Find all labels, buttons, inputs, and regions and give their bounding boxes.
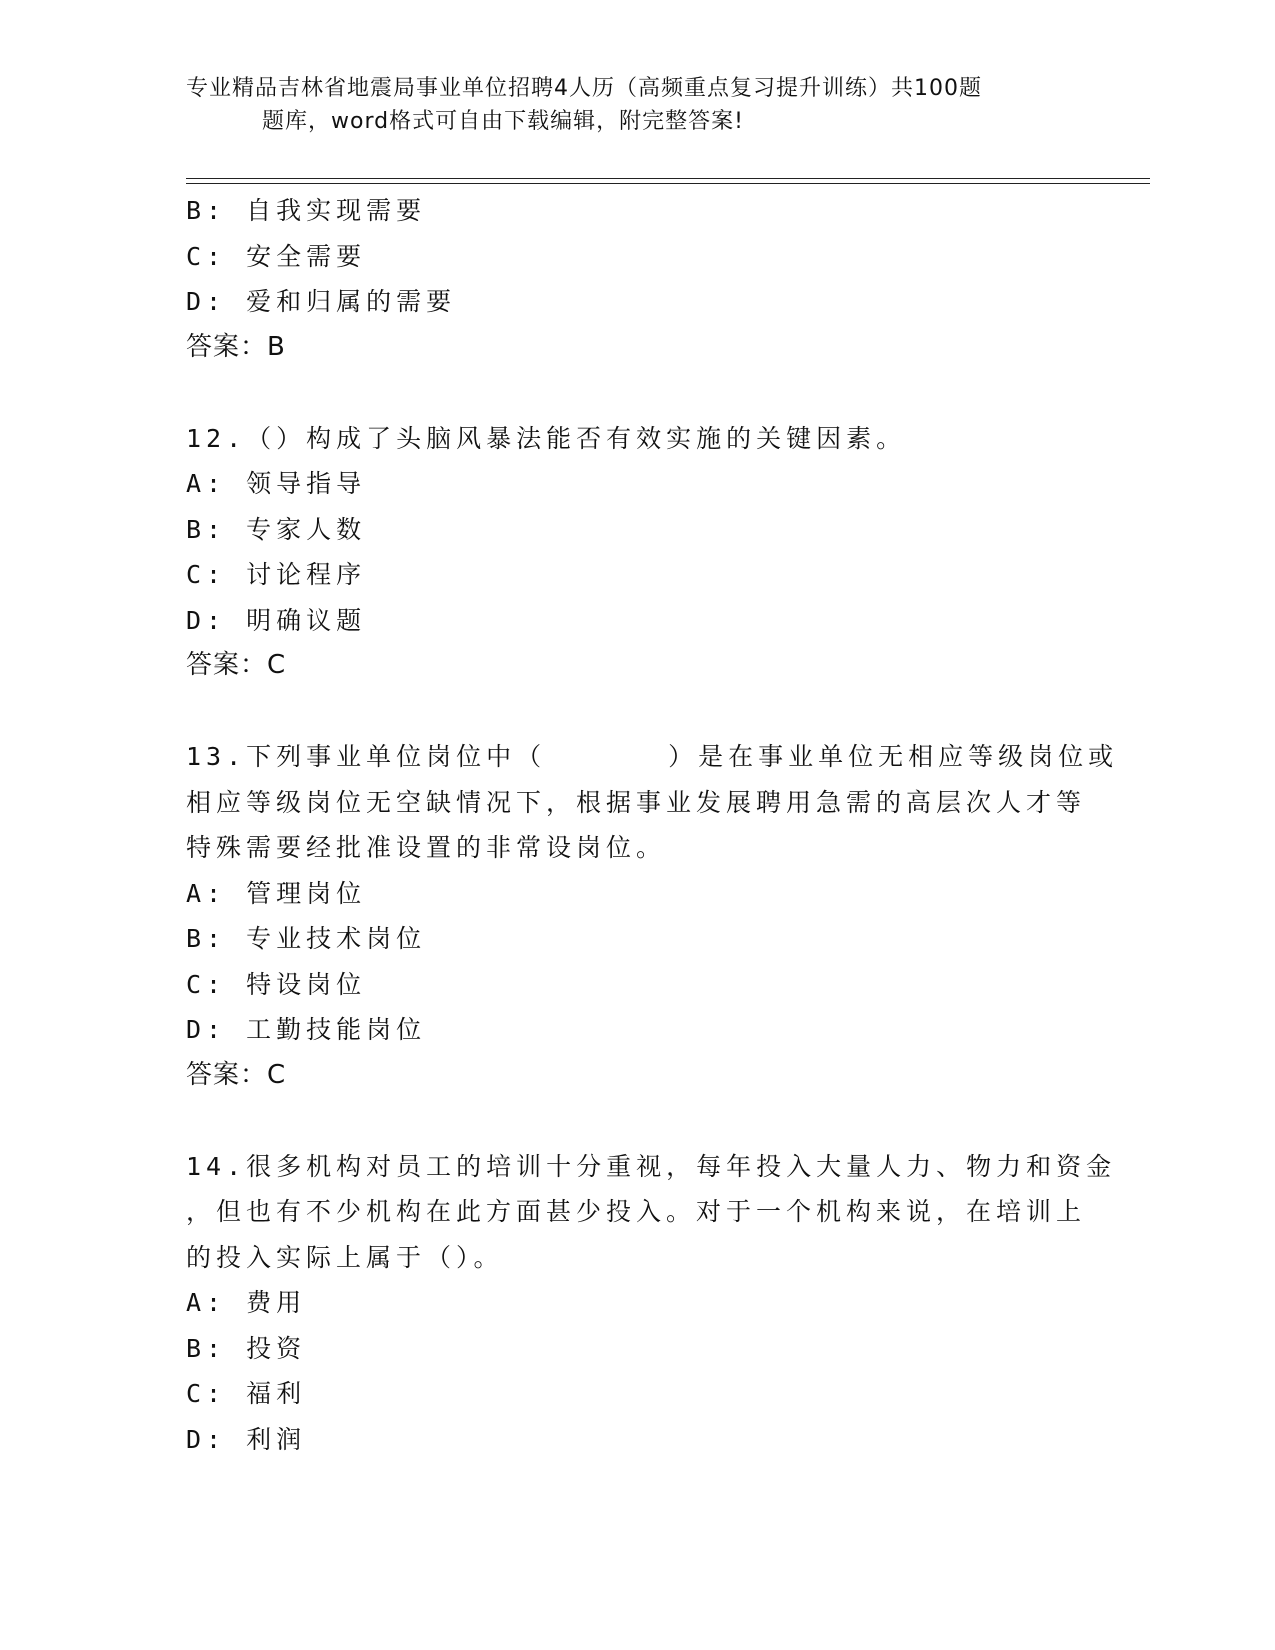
question-12 <box>186 416 1086 689</box>
q11-option-b: B: 自我实现需要 <box>186 196 427 225</box>
question-14 <box>186 1144 1117 1463</box>
q13-option-b: B: 专业技术岗位 <box>186 924 427 953</box>
q14-stem-line-2: ，但也有不少机构在此方面甚少投入。对于一个机构来说，在培训上 <box>186 1197 1087 1226</box>
q11-answer: 答案：B <box>186 331 286 362</box>
q13-stem-part-b: ）是在事业单位无相应等级岗位或 <box>668 742 1119 771</box>
q11-option-c: C: 安全需要 <box>186 241 367 271</box>
q12-option-a: A: 领导指导 <box>186 469 367 498</box>
q14-stem-line-3: 的投入实际上属于（）。 <box>186 1242 504 1272</box>
q14-option-d: D: 利润 <box>186 1424 307 1454</box>
q13-option-a: A: 管理岗位 <box>186 878 367 908</box>
header-title-line-1: 专业精品吉林省地震局事业单位招聘4人历（高频重点复习提升训练）共100题 <box>186 76 982 101</box>
q14-option-b: B: 投资 <box>186 1333 307 1363</box>
question-list <box>186 188 1119 1462</box>
q13-answer: 答案：C <box>186 1059 287 1090</box>
document-header <box>186 72 1086 138</box>
question-11 <box>186 188 1086 370</box>
question-13 <box>186 734 1119 1098</box>
q13-stem-line-3: 特殊需要经批准设置的非常设岗位。 <box>186 833 667 862</box>
header-divider-top <box>186 178 1150 179</box>
q13-stem-line-2: 相应等级岗位无空缺情况下，根据事业发展聘用急需的高层次人才等 <box>186 787 1087 817</box>
q14-option-c: C: 福利 <box>186 1379 307 1408</box>
q13-stem-line-1 <box>186 734 1119 780</box>
q12-answer: 答案：C <box>186 650 287 680</box>
q14-stem-line-1: 14.很多机构对员工的培训十分重视，每年投入大量人力、物力和资金 <box>186 1151 1117 1181</box>
header-title-line-2: 题库，word格式可自由下载编辑，附完整答案! <box>262 109 744 134</box>
q13-stem-part-a: 13.下列事业单位岗位中（ <box>186 742 547 771</box>
q13-option-d: D: 工勤技能岗位 <box>186 1015 427 1044</box>
q11-option-d: D: 爱和归属的需要 <box>186 287 457 316</box>
spacer <box>186 370 1086 416</box>
spacer <box>186 689 1086 735</box>
q14-option-a: A: 费用 <box>186 1288 307 1317</box>
q13-option-c: C: 特设岗位 <box>186 969 367 999</box>
q12-option-c: C: 讨论程序 <box>186 560 367 589</box>
q12-option-d: D: 明确议题 <box>186 605 367 635</box>
spacer <box>186 1098 1086 1144</box>
q12-stem: 12.（）构成了头脑风暴法能否有效实施的关键因素。 <box>186 423 907 453</box>
q12-option-b: B: 专家人数 <box>186 514 367 544</box>
header-divider-bottom <box>186 183 1150 184</box>
